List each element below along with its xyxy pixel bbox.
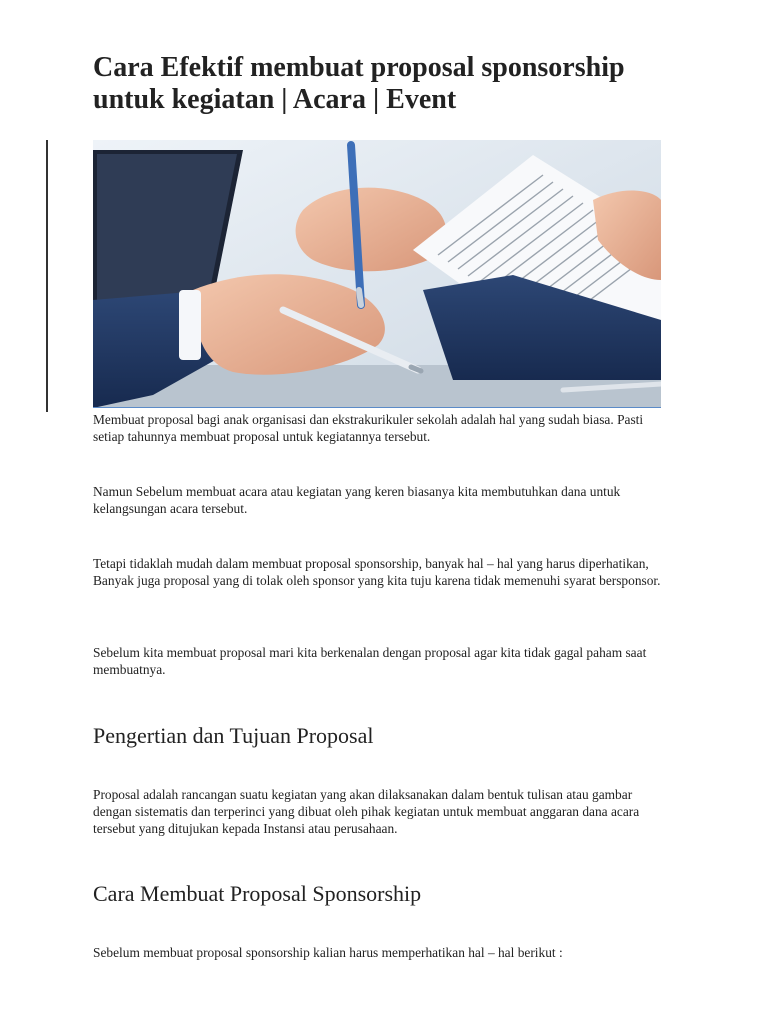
paragraph-how-to: Sebelum membuat proposal sponsorship kalian harus memperhatikan hal – hal berikut : [93, 945, 563, 960]
paragraph-funding: Namun Sebelum membuat acara atau kegiatan yang keren biasanya kita membutuhkan dana untuk kelangsungan acara tersebut. [93, 484, 621, 516]
paragraph-difficulty: Tetapi tidaklah mudah dalam membuat proposal sponsorship, banyak hal – hal yang harus diperhatikan, Banyak juga proposal yang di tolak oleh sponsor yang kita tuju karena tidak memenuhi syarat bersponsor. [93, 556, 661, 588]
paragraph-introduction: Sebelum kita membuat proposal mari kita berkenalan dengan proposal agar kita tidak gagal paham saat membuatnya. [93, 645, 647, 677]
paragraph-intro: Membuat proposal bagi anak organisasi dan ekstrakurikuler sekolah adalah hal yang sudah biasa. Pasti setiap tahunnya membuat proposal untuk kegiatannya tersebut. [93, 412, 644, 444]
margin-marker [46, 140, 48, 412]
article-title: Cara Efektif membuat proposal sponsorship untuk kegiatan | Acara | Event [93, 52, 625, 115]
section-heading-how-to: Cara Membuat Proposal Sponsorship [93, 881, 422, 906]
section-heading-definition: Pengertian dan Tujuan Proposal [93, 723, 374, 748]
image-underline [93, 407, 661, 408]
paragraph-definition: Proposal adalah rancangan suatu kegiatan yang akan dilaksanakan dalam bentuk tulisan atau gambar dengan sistematis dan terperinci yang dibuat oleh pihak kegiatan untuk membuat anggaran dana acara tersebut yang ditujukan kepada Instansi atau perusahaan. [93, 787, 640, 836]
article-photo [93, 140, 661, 408]
